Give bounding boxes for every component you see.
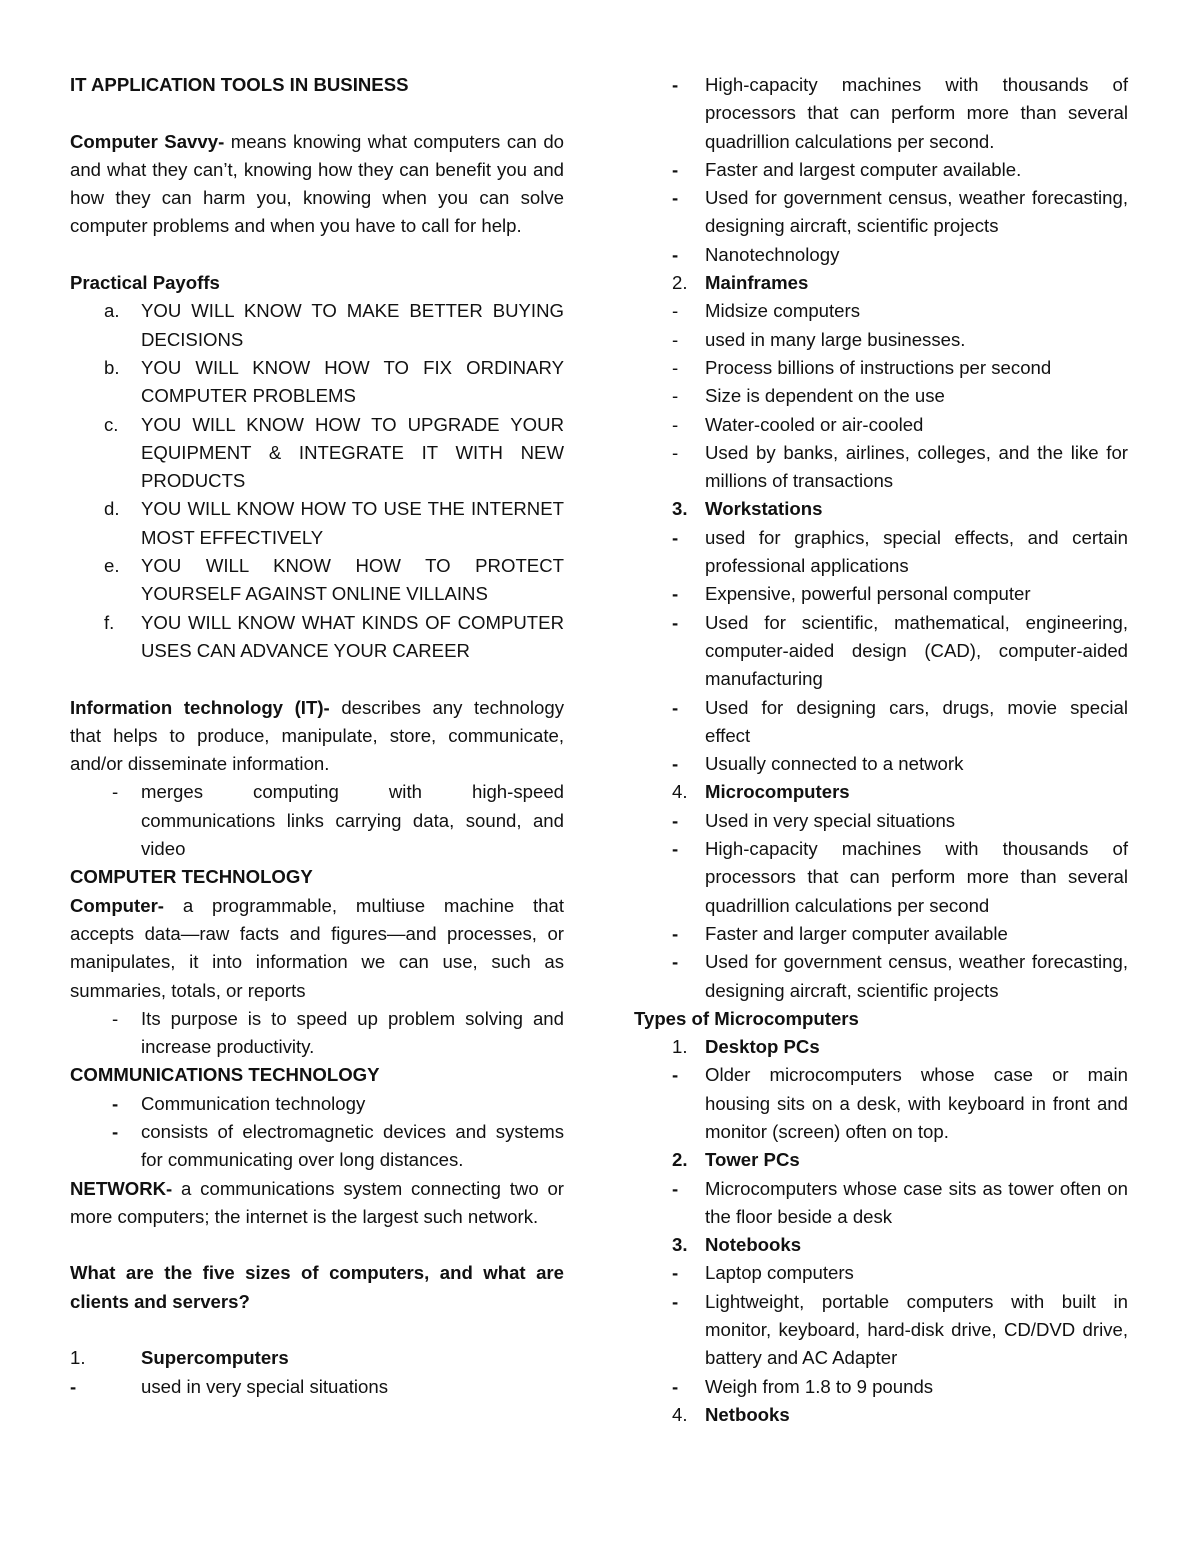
bullet-dash: - [672,1375,679,1397]
bullet-dash: - [672,809,679,831]
mainframes-heading: Mainframes [705,272,809,294]
list-marker: e. [104,555,120,577]
list-marker: f. [104,611,115,633]
list-item [70,1005,564,1062]
list-item [634,326,1128,354]
notebooks-heading: Notebooks [705,1234,802,1256]
practical-payoffs-list [70,297,564,665]
list-item-text: Used for government census, weather forecasting, designing aircraft, scientific projects [705,951,1128,1001]
bullet-dash: - [672,951,679,973]
numbered-heading [634,1401,1128,1429]
network-definition: a communications system connecting two or more computers; the internet is the largest such network. [70,1177,564,1227]
list-item [634,580,1128,608]
list-item [634,750,1128,778]
list-item [70,1118,564,1175]
list-item-text: Process billions of instructions per second [705,356,1052,378]
bullet-dash: - [672,526,679,548]
list-item [70,1090,564,1118]
bullet-dash: - [112,781,119,803]
information-technology-term: Information technology (IT)- [70,696,330,718]
list-item [70,297,564,354]
communications-bullet-list [70,1090,564,1175]
computer-technology-heading: COMPUTER TECHNOLOGY [70,866,313,888]
list-item-text: Size is dependent on the use [705,385,945,407]
bullet-dash: - [672,441,679,463]
computer-savvy-term: Computer Savvy- [70,130,225,152]
workstations-heading: Workstations [705,498,823,520]
right-column [634,71,1128,1429]
left-column [70,71,564,1401]
numbered-heading [634,1231,1128,1259]
heading-number: 1. [672,1036,688,1058]
list-item-text: Used for scientific, mathematical, engineering, computer-aided design (CAD), computer-aided manufacturing [705,611,1128,690]
list-item-text: consists of electromagnetic devices and systems for communicating over long distances. [141,1120,564,1171]
list-item-text: Expensive, powerful personal computer [705,583,1031,605]
list-item [70,778,564,863]
list-item-text: Used in very special situations [705,809,956,831]
network-term: NETWORK- [70,1177,173,1199]
list-item-text: used for graphics, special effects, and certain professional applications [705,526,1128,577]
numbered-heading [634,1033,1128,1061]
practical-payoffs-heading: Practical Payoffs [70,272,220,294]
list-marker: c. [104,413,119,435]
bullet-dash: - [672,922,679,944]
list-item-text: Faster and largest computer available. [705,158,1022,180]
information-technology-paragraph [70,694,564,779]
list-item [634,354,1128,382]
list-item-text: YOU WILL KNOW WHAT KINDS OF COMPUTER USES CAN ADVANCE YOUR CAREER [141,611,564,661]
list-item [634,920,1128,948]
list-marker: b. [104,356,120,378]
workstations-bullet-list [634,524,1128,779]
information-technology-definition: describes any technology that helps to produce, manipulate, store, communicate, and/or disseminate information. [70,696,564,775]
list-item-text: Used by banks, airlines, colleges, and the like for millions of transactions [705,441,1128,492]
list-item [70,411,564,496]
bullet-dash: - [672,356,679,378]
bullet-dash: - [112,1007,119,1029]
list-item-text: merges computing with high-speed communications links carrying data, sound, and video [141,781,564,860]
bullet-dash: - [672,611,679,633]
bullet-dash: - [672,158,679,180]
document-title: IT APPLICATION TOOLS IN BUSINESS [70,74,409,95]
numbered-heading [70,1344,564,1372]
list-item [634,411,1128,439]
supercomputers-heading-row [70,1344,564,1372]
mainframes-bullet-list [634,297,1128,495]
types-of-microcomputers-heading: Types of Microcomputers [634,1007,859,1029]
heading-number: 4. [672,781,688,803]
computer-savvy-paragraph [70,128,564,241]
list-item-text: YOU WILL KNOW HOW TO FIX ORDINARY COMPUTER PROBLEMS [141,356,564,407]
list-item [70,552,564,609]
list-item-text: High-capacity machines with thousands of processors that can perform more than several quadrillion calculations per second. [705,74,1128,152]
bullet-dash: - [672,413,679,435]
list-item [634,835,1128,920]
list-item-text: High-capacity machines with thousands of processors that can perform more than several quadrillion calculations per second [705,838,1128,916]
list-item-text: Weigh from 1.8 to 9 pounds [705,1375,934,1397]
list-item [634,1288,1128,1373]
list-item-text: Usually connected to a network [705,753,964,775]
list-item-text: Microcomputers whose case sits as tower often on the floor beside a desk [705,1177,1128,1227]
microcomputers-bullet-list [634,807,1128,1005]
network-paragraph [70,1175,564,1232]
bullet-dash: - [672,1262,679,1284]
desktop-pcs-heading: Desktop PCs [705,1036,820,1058]
bullet-dash: - [672,74,679,95]
list-item [634,71,1128,156]
five-sizes-question: What are the five sizes of computers, and what are clients and servers? [70,1262,564,1312]
heading-number: 4. [672,1403,688,1425]
list-item [634,807,1128,835]
bullet-dash: - [672,328,679,350]
microcomputers-heading: Microcomputers [705,781,850,803]
list-item [70,495,564,552]
bullet-dash: - [672,243,679,265]
list-item [634,241,1128,269]
list-item-text: YOU WILL KNOW HOW TO USE THE INTERNET MOST EFFECTIVELY [141,498,564,548]
list-item-text: Used for designing cars, drugs, movie special effect [705,696,1128,746]
list-item-text: used in many large businesses. [705,328,966,350]
computer-definition: a programmable, multiuse machine that accepts data—raw facts and figures—and processes, or manipulates, it into information we can use, such as summaries, totals, or reports [70,894,564,1001]
computer-paragraph [70,892,564,1005]
list-marker: d. [104,498,120,520]
communications-technology-heading: COMMUNICATIONS TECHNOLOGY [70,1064,380,1086]
bullet-dash: - [672,1177,679,1199]
list-item [634,609,1128,694]
bullet-dash: - [672,1290,679,1312]
list-item-text: Midsize computers [705,300,860,322]
list-item-text: Water-cooled or air-cooled [705,413,924,435]
computer-bullet-list [70,1005,564,1062]
list-item [70,609,564,666]
list-item [634,1061,1128,1146]
list-item [70,354,564,411]
supercomputers-heading: Supercomputers [141,1347,289,1369]
list-item [634,439,1128,496]
notebooks-bullet-list [634,1259,1128,1400]
list-item [70,1373,564,1401]
list-item [634,694,1128,751]
heading-number: 3. [672,498,688,520]
numbered-heading [634,495,1128,523]
tower-pcs-bullet-list [634,1175,1128,1232]
list-item-text: Used for government census, weather forecasting, designing aircraft, scientific projects [705,187,1128,237]
list-item [634,1175,1128,1232]
list-item-text: Faster and larger computer available [705,922,1008,944]
heading-number: 2. [672,272,688,294]
bullet-dash: - [672,187,679,209]
netbooks-heading: Netbooks [705,1403,790,1425]
numbered-heading [634,269,1128,297]
list-item [634,156,1128,184]
heading-number: 1. [70,1347,86,1369]
computer-savvy-definition: means knowing what computers can do and what they can’t, knowing how they can benefit you and how they can harm you, knowing when you can solve computer problems and when you have to call for help. [70,130,564,237]
bullet-dash: - [672,696,679,718]
list-item [634,382,1128,410]
list-item [634,297,1128,325]
list-item-text: YOU WILL KNOW TO MAKE BETTER BUYING DECISIONS [141,300,564,350]
numbered-heading [634,1146,1128,1174]
computer-term: Computer- [70,894,164,916]
list-item [634,1373,1128,1401]
heading-number: 3. [672,1234,688,1256]
it-bullet-list [70,778,564,863]
list-item-text: used in very special situations [141,1375,389,1397]
bullet-dash: - [70,1375,77,1397]
list-item-text: Nanotechnology [705,243,840,265]
list-item [634,184,1128,241]
tower-pcs-heading: Tower PCs [705,1149,800,1171]
list-item-text: Its purpose is to speed up problem solving and increase productivity. [141,1007,564,1058]
supercomputers-bullet-list [70,1373,564,1401]
bullet-dash: - [672,838,679,860]
list-item-text: Older microcomputers whose case or main housing sits on a desk, with keyboard in front and monitor (screen) often on top. [705,1064,1128,1142]
list-item-text: Communication technology [141,1092,366,1114]
list-item-text: Lightweight, portable computers with built in monitor, keyboard, hard-disk drive, CD/DVD drive, battery and AC Adapter [705,1290,1128,1369]
list-item [634,1259,1128,1287]
list-item [634,948,1128,1005]
bullet-dash: - [112,1120,119,1142]
list-item-text: YOU WILL KNOW HOW TO PROTECT YOURSELF AGAINST ONLINE VILLAINS [141,555,564,605]
desktop-pcs-bullet-list [634,1061,1128,1146]
bullet-dash: - [112,1092,119,1114]
bullet-dash: - [672,385,679,407]
numbered-heading [634,778,1128,806]
heading-number: 2. [672,1149,688,1171]
bullet-dash: - [672,753,679,775]
bullet-dash: - [672,300,679,322]
list-item-text: YOU WILL KNOW HOW TO UPGRADE YOUR EQUIPMENT & INTEGRATE IT WITH NEW PRODUCTS [141,413,564,492]
supercomputers-bullets-continued [634,71,1128,269]
list-item-text: Laptop computers [705,1262,854,1284]
list-marker: a. [104,300,120,322]
bullet-dash: - [672,583,679,605]
bullet-dash: - [672,1064,679,1086]
list-item [634,524,1128,581]
